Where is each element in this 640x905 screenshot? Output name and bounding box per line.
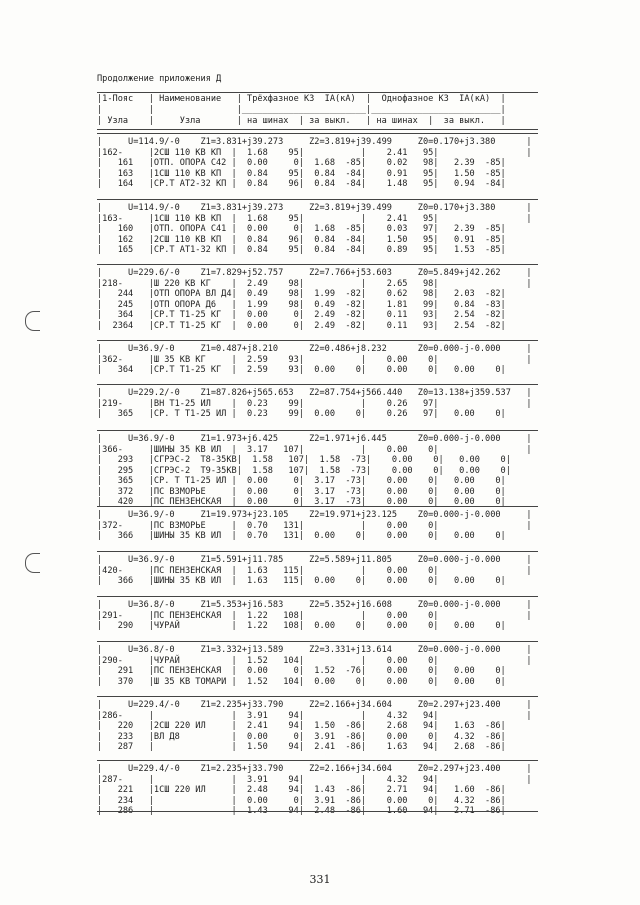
block-separator-rule xyxy=(97,696,538,697)
branch-row: | 372 |ПС ВЗМОРЬЕ | 0.00 0| 3.17 -73| 0.00 0| 0.00 0| xyxy=(97,486,506,497)
branch-row: | 366 |ШИНЫ 35 КВ ИЛ | 0.70 131| 0.00 0| 0.00 0| 0.00 0| xyxy=(97,531,506,541)
table-header-row-1: |1-Пояс | Наименование | Трёхфазное КЗ IA(кA) | Однофазное КЗ IA(кA) | xyxy=(97,94,506,104)
node-summary-row: |163- |1СШ 110 КВ КП | 1.68 95| | 2.41 95| | xyxy=(97,213,532,224)
block-parameters-row: | U=229.4/-0 Z1=2.235+j33.790 Z2=2.166+j34.604 Z0=2.297+j23.400 | xyxy=(97,764,532,774)
block-separator-rule xyxy=(97,551,538,552)
branch-row: | 291 |ПС ПЕНЗЕНСКАЯ | 0.00 0| 1.52 -76| 0.00 0| 0.00 0| xyxy=(97,666,506,676)
block-parameters-row: | U=114.9/-0 Z1=3.831+j39.273 Z2=3.819+j39.499 Z0=0.170+j3.380 | xyxy=(97,137,532,147)
node-summary-row: |362- |Ш 35 КВ КГ | 2.59 93| | 0.00 0| | xyxy=(97,354,532,365)
node-summary-row: |420- |ПС ПЕНЗЕНСКАЯ | 1.63 115| | 0.00 0| | xyxy=(97,565,532,576)
branch-row: | 370 |Ш 35 КВ ТОМАРИ | 1.52 104| 0.00 0| 0.00 0| 0.00 0| xyxy=(97,676,506,687)
block-separator-rule xyxy=(97,641,538,642)
branch-row: | 2364 |СР.Т Т1-25 КГ | 0.00 0| 2.49 -82| 0.11 93| 2.54 -82| xyxy=(97,320,506,331)
page-heading: Продолжение приложения Д xyxy=(97,74,222,84)
node-summary-row: |291- |ПС ПЕНЗЕНСКАЯ | 1.22 108| | 0.00 0| | xyxy=(97,610,532,621)
branch-row: | 162 |2СШ 110 КВ КП | 0.84 96| 0.84 -84| 1.50 95| 0.91 -85| xyxy=(97,234,506,245)
branch-row: | 364 |СР.Т Т1-25 КГ | 0.00 0| 2.49 -82| 0.11 93| 2.54 -82| xyxy=(97,310,506,320)
table-bottom-rule xyxy=(97,811,538,812)
block-separator-rule xyxy=(97,596,538,597)
branch-row: | 161 |ОТП. ОПОРА С42 | 0.00 0| 1.68 -85| 0.02 98| 2.39 -85| xyxy=(97,158,506,168)
page-number: 331 xyxy=(309,873,331,886)
branch-row: | 245 |ОТП ОПОРА Д6 | 1.99 98| 0.49 -82| 1.81 99| 0.84 -83| xyxy=(97,299,506,310)
block-separator-rule xyxy=(97,760,538,761)
block-parameters-row: | U=36.9/-0 Z1=5.591+j11.785 Z2=5.589+j11.805 Z0=0.000-j-0.000 | xyxy=(97,555,532,565)
block-separator-rule xyxy=(97,199,538,200)
block-parameters-row: | U=114.9/-0 Z1=3.831+j39.273 Z2=3.819+j39.499 Z0=0.170+j3.380 | xyxy=(97,203,532,213)
branch-row: | 221 |1СШ 220 ИЛ | 2.48 94| 1.43 -86| 2.71 94| 1.60 -86| xyxy=(97,785,506,795)
block-parameters-row: | U=229.4/-0 Z1=2.235+j33.790 Z2=2.166+j34.604 Z0=2.297+j23.400 | xyxy=(97,700,532,710)
table-header-row-2: | | |________________________|_________________________| xyxy=(97,105,506,115)
branch-row: | 234 | | 0.00 0| 3.91 -86| 0.00 0| 4.32 -86| xyxy=(97,795,506,806)
table-header-rule xyxy=(97,129,538,130)
branch-row: | 220 |2СШ 220 ИЛ | 2.41 94| 1.50 -86| 2.68 94| 1.63 -86| xyxy=(97,721,506,731)
branch-row: | 165 |СР.Т АТ1-32 КП | 0.84 95| 0.84 -84| 0.89 95| 1.53 -85| xyxy=(97,245,506,255)
branch-row: | 287 | | 1.50 94| 2.41 -86| 1.63 94| 2.68 -86| xyxy=(97,742,506,752)
block-separator-rule xyxy=(97,506,538,507)
branch-row: | 366 |ШИНЫ 35 КВ ИЛ | 1.63 115| 0.00 0| 0.00 0| 0.00 0| xyxy=(97,576,506,586)
table-header-row-3: | Узла | Узла | на шинах | за выкл. | на шинах | за выкл. | xyxy=(97,116,506,126)
node-summary-row: |162- |2СШ 110 КВ КП | 1.68 95| | 2.41 95| | xyxy=(97,147,532,158)
node-summary-row: |290- |ЧУРАЙ | 1.52 104| | 0.00 0| | xyxy=(97,655,532,666)
block-separator-rule xyxy=(97,384,538,385)
block-parameters-row: | U=36.8/-0 Z1=5.353+j16.583 Z2=5.352+j16.608 Z0=0.000-j-0.000 | xyxy=(97,600,532,610)
branch-row: | 160 |ОТП. ОПОРА С41 | 0.00 0| 1.68 -85| 0.03 97| 2.39 -85| xyxy=(97,224,506,234)
node-summary-row: |366- |ШИНЫ 35 КВ ИЛ | 3.17 107| | 0.00 0| | xyxy=(97,444,532,455)
branch-row: | 233 |ВЛ Д8 | 0.00 0| 3.91 -86| 0.00 0| 4.32 -86| xyxy=(97,731,506,742)
branch-row: | 364 |СР.Т Т1-25 КГ | 2.59 93| 0.00 0| 0.00 0| 0.00 0| xyxy=(97,365,506,375)
block-separator-rule xyxy=(97,133,538,134)
branch-row: | 164 |СР.Т АТ2-32 КП | 0.84 96| 0.84 -84| 1.48 95| 0.94 -84| xyxy=(97,179,506,189)
node-summary-row: |372- |ПС ВЗМОРЬЕ | 0.70 131| | 0.00 0| | xyxy=(97,520,532,531)
branch-row: | 286 | | 1.43 94| 2.48 -86| 1.60 94| 2.71 -86| xyxy=(97,806,506,816)
branch-row: | 365 |СР. Т Т1-25 ИЛ | 0.00 0| 3.17 -73| 0.00 0| 0.00 0| xyxy=(97,476,506,486)
branch-row: | 365 |СР. Т Т1-25 ИЛ | 0.23 99| 0.00 0| 0.26 97| 0.00 0| xyxy=(97,409,506,419)
block-parameters-row: | U=36.8/-0 Z1=3.332+j13.589 Z2=3.331+j13.614 Z0=0.000-j-0.000 | xyxy=(97,645,532,655)
block-parameters-row: | U=229.6/-0 Z1=7.829+j52.757 Z2=7.766+j53.603 Z0=5.849+j42.262 | xyxy=(97,268,532,278)
block-parameters-row: | U=36.9/-0 Z1=0.487+j8.210 Z2=0.486+j8.232 Z0=0.000-j-0.000 | xyxy=(97,344,532,354)
block-separator-rule xyxy=(97,430,538,431)
branch-row: | 290 |ЧУРАЙ | 1.22 108| 0.00 0| 0.00 0| 0.00 0| xyxy=(97,621,506,631)
node-summary-row: |287- | | 3.91 94| | 4.32 94| | xyxy=(97,774,532,785)
table-top-rule xyxy=(97,92,538,93)
branch-row: | 420 |ПС ПЕНЗЕНСКАЯ | 0.00 0| 3.17 -73| 0.00 0| 0.00 0| xyxy=(97,497,506,507)
block-separator-rule xyxy=(97,340,538,341)
node-summary-row: |218- |Ш 220 КВ КГ | 2.49 98| | 2.65 98| | xyxy=(97,278,532,289)
node-summary-row: |286- | | 3.91 94| | 4.32 94| | xyxy=(97,710,532,721)
node-summary-row: |219- |ВН Т1-25 ИЛ | 0.23 99| | 0.26 97| | xyxy=(97,398,532,409)
block-parameters-row: | U=229.2/-0 Z1=87.826+j565.653 Z2=87.754+j566.440 Z0=13.138+j359.537 | xyxy=(97,388,532,398)
block-parameters-row: | U=36.9/-0 Z1=19.973+j23.105 Z2=19.971+j23.125 Z0=0.000-j-0.000 | xyxy=(97,510,532,520)
branch-row: | 295 |СГРЭС-2 Т9-35КВ| 1.58 107| 1.58 -73| 0.00 0| 0.00 0| xyxy=(97,465,511,476)
branch-row: | 163 |1СШ 110 КВ КП | 0.84 95| 0.84 -84| 0.91 95| 1.50 -85| xyxy=(97,168,506,179)
branch-row: | 244 |ОТП ОПОРА ВЛ Д4| 0.49 98| 1.99 -82| 0.62 98| 2.03 -82| xyxy=(97,289,506,299)
block-separator-rule xyxy=(97,264,538,265)
binder-hole-lower xyxy=(25,553,40,573)
block-parameters-row: | U=36.9/-0 Z1=1.973+j6.425 Z2=1.971+j6.445 Z0=0.000-j-0.000 | xyxy=(97,434,532,444)
binder-hole-upper xyxy=(25,311,40,331)
branch-row: | 293 |СГРЭС-2 Т8-35КВ| 1.58 107| 1.58 -73| 0.00 0| 0.00 0| xyxy=(97,455,511,465)
